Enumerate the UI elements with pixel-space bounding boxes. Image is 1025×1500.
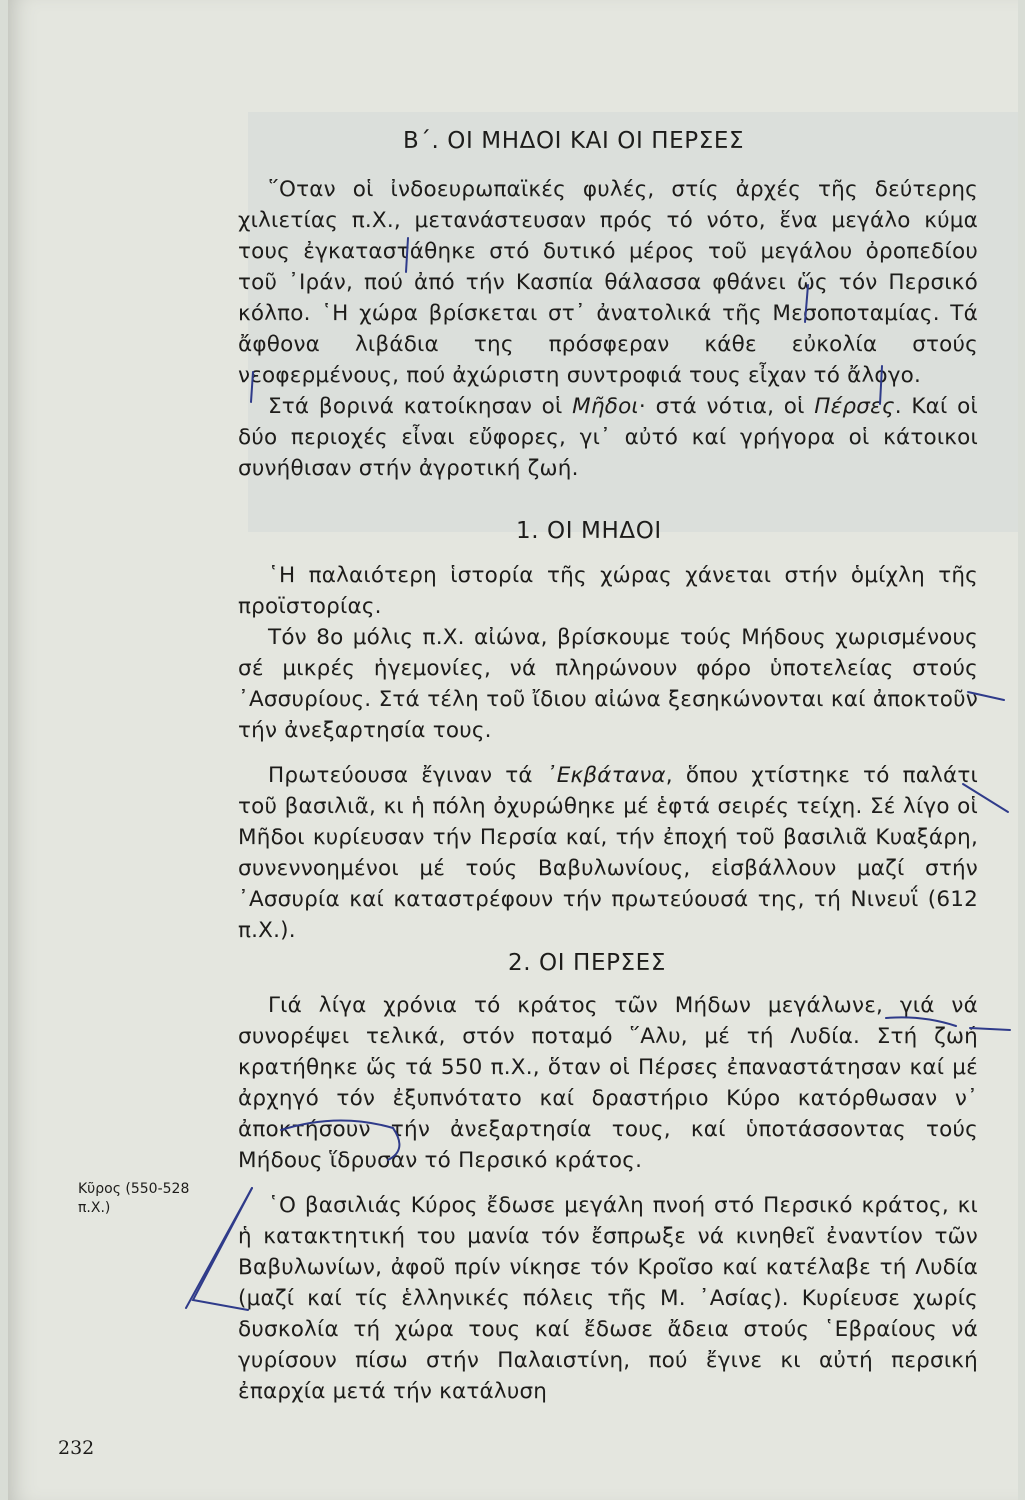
pen-mark-tick-1	[968, 692, 1004, 700]
medes-paragraph-2: Τόν 8ο μόλις π.Χ. αἰώνα, βρίσκουμε τούς Μήδους χωρισμένους σέ μικρές ἡγεμονίες, νά πληρώνουν φόρο ὑποτελείας στούς ᾿Ασσυρίους. Στά τέλη τοῦ ἴδιου αἰώνα ξεσηκώνονται καί ἀποκτοῦν τήν ἀνεξαρτησία τους.	[238, 625, 978, 743]
persians-paragraph-2: ῾Ο βασιλιάς Κύρος ἔδωσε μεγάλη πνοή στό Περσικό κράτος, κι ἡ κατακτητική του μανία τόν ἔσπρωξε νά κινηθεῖ ἐναντίον τῶν Βαβυλωνίων, ἀφοῦ πρίν νίκησε τόν Κροῖσο καί κατέλαβε τή Λυδία (μαζί καί τίς ἑλληνικές πόλεις τῆς Μ. ᾿Ασίας). Κυρίευσε χωρίς δυσκολία τή χώρα τους καί ἔδωσε ἄδεια στούς ῾Εβραίους νά γυρίσουν πίσω στήν Παλαιστίνη, πού ἔγινε κι αὐτή περσική ἐπαρχία μετά τήν κατάλυση	[238, 1193, 978, 1404]
intro-paragraph-2: Στά βορινά κατοίκησαν οἱ Μῆδοι· στά νότια, οἱ Πέρσες. Καί οἱ δύο περιοχές εἶναι εὔφορες, γι᾿ αὐτό καί γρήγορα οἱ κάτοικοι συνήθισαν στήν ἀγροτική ζωή.	[238, 394, 978, 481]
ecbatana-term: ᾿Εκβάτανα	[545, 763, 666, 788]
pen-mark-slash-2	[193, 1188, 252, 1310]
pen-mark-tick-2	[963, 784, 1008, 812]
pen-mark-bar-1	[406, 238, 408, 272]
medes-term: Μῆδοι	[572, 394, 639, 419]
persians-term: Πέρσες	[814, 394, 895, 419]
section-title: Β΄. ΟΙ ΜΗΔΟΙ ΚΑΙ ΟΙ ΠΕΡΣΕΣ	[403, 128, 745, 154]
pen-annotations	[8, 0, 1018, 1500]
pen-mark-scribble-2	[281, 1120, 399, 1160]
page-number: 232	[58, 1437, 95, 1459]
margin-note-cyrus: Κῦρος (550-528 π.Χ.)	[78, 1181, 190, 1216]
pen-mark-bar-4	[880, 366, 882, 404]
book-page	[8, 0, 1018, 1500]
medes-heading: 1. ΟΙ ΜΗΔΟΙ	[516, 518, 662, 544]
persians-paragraph-1: Γιά λίγα χρόνια τό κράτος τῶν Μήδων μεγάλωνε, γιά νά συνορέψει τελικά, στόν ποταμό ῞Αλυ, μέ τή Λυδία. Στή ζωή κρατήθηκε ὥς τά 550 π.Χ., ὅταν οἱ Πέρσες ἐπαναστάτησαν καί μέ ἀρχηγό τόν ἐξυπνότατο καί δραστήριο Κύρο κατόρθωσαν ν᾿ ἀποκτήσουν τήν ἀνεξαρτησία τους, καί ὑποτάσσοντας τούς Μήδους ἵδρυσαν τό Περσικό κράτος.	[238, 993, 978, 1173]
pen-mark-tick-3	[970, 1028, 1010, 1030]
persians-heading: 2. ΟΙ ΠΕΡΣΕΣ	[508, 950, 666, 976]
pen-mark-bar-3	[251, 372, 253, 402]
pen-mark-bar-2	[805, 285, 808, 322]
intro-paragraph-1: ῞Οταν οἱ ἰνδοευρωπαϊκές φυλές, στίς ἀρχές τῆς δεύτερης χιλιετίας π.Χ., μετανάστευσαν πρός τό νότο, ἕνα μεγάλο κύμα τους ἐγκαταστάθηκε στό δυτικό μέρος τοῦ μεγάλου ὀροπεδίου τοῦ ᾿Ιράν, πού ἀπό τήν Κασπία θάλασσα φθάνει ὥς τόν Περσικό κόλπο. ῾Η χώρα βρίσκεται στ᾿ ἀνατολικά τῆς Μεσοποταμίας. Τά ἄφθονα λιβάδια της πρόσφεραν κάθε εὐκολία στούς νεοφερμένους, πού ἀχώριστη συντροφιά τους εἶχαν τό ἄλογο.	[238, 177, 978, 388]
medes-paragraph-1: ῾Η παλαιότερη ἱστορία τῆς χώρας χάνεται στήν ὁμίχλη τῆς προϊστορίας.	[238, 563, 978, 619]
medes-paragraph-3: Πρωτεύουσα ἔγιναν τά ᾿Εκβάτανα, ὅπου χτίστηκε τό παλάτι τοῦ βασιλιᾶ, κι ἡ πόλη ὀχυρώθηκε μέ ἑφτά σειρές τείχη. Σέ λίγο οἱ Μῆδοι κυρίευσαν τήν Περσία καί, τήν ἐποχή τοῦ βασιλιᾶ Κυαξάρη, συνεννοημένοι μέ τούς Βαβυλωνίους, εἰσβάλλουν μαζί στήν ᾿Ασσυρία καί καταστρέφουν τήν πρωτεύουσά της, τή Νινευΐ (612 π.Χ.).	[238, 763, 978, 943]
pen-mark-scribble	[886, 1017, 956, 1026]
